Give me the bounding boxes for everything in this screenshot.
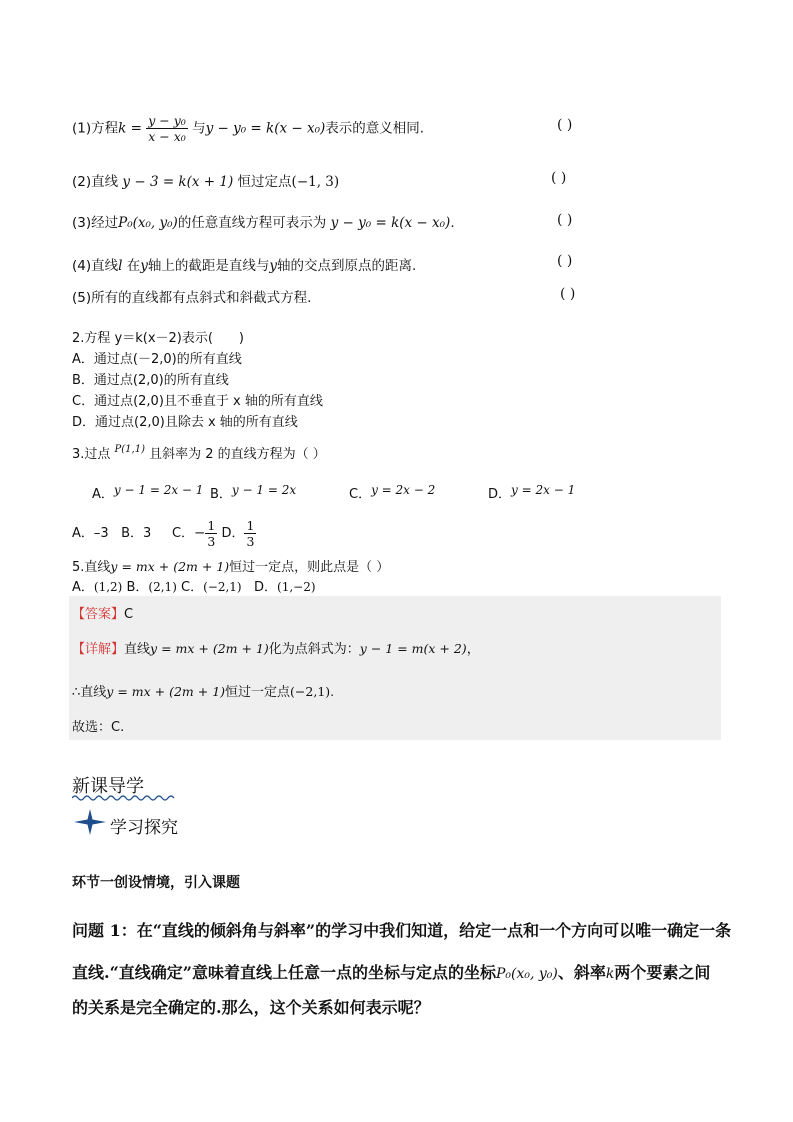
problem-line-3: 的关系是完全确定的.那么，这个关系如何表示呢？ <box>72 998 430 1017</box>
q5-option-b[interactable]: B．(2,1) <box>126 580 177 595</box>
q3-option-c[interactable]: C．y = 2x − 2 <box>349 483 436 502</box>
q2-option-c[interactable]: C．通过点(2,0)且不垂直于 x 轴的所有直线 <box>72 394 323 409</box>
q5-options <box>72 576 316 595</box>
q3-option-b[interactable]: B．y − 1 = 2x <box>210 483 297 502</box>
q4-option-a[interactable]: A．–3 <box>72 526 109 541</box>
answer-paren-5[interactable]: ( ) <box>560 286 576 302</box>
fraction: $\frac{\text{y − y₀}}{\text{x − x₀}}$ <box>148 113 186 144</box>
judgment-3: (3)经过P₀(x₀, y₀)的任意直线方程可表示为 y − y₀ = k(x − x₀). <box>72 215 455 231</box>
q2-option-d[interactable]: D．通过点(2,0)且除去 x 轴的所有直线 <box>72 415 298 430</box>
problem-line-1: 问题 1：在“直线的倾斜角与斜率”的学习中我们知道，给定一点和一个方向可以唯一确定一条 <box>72 921 732 940</box>
q4-option-d[interactable]: D． $\frac{1}{3}$ <box>221 518 255 549</box>
q2-option-a[interactable]: A．通过点(－2,0)的所有直线 <box>72 352 242 367</box>
detail-tag: 【详解】 <box>72 642 125 657</box>
choice-line: 故选：C. <box>72 720 125 735</box>
q5-option-c[interactable]: C．(−2,1) <box>181 580 242 595</box>
answer-panel <box>69 596 721 740</box>
q4-option-c[interactable]: C．− $\frac{1}{3}$ <box>171 518 216 549</box>
judgment-1: (1)方程k = $\frac{\text{y − y₀}}{\text{x − x₀}}$ 与y − y₀ = k(x − x₀)表示的意义相同. <box>72 113 425 144</box>
answer-paren-2[interactable]: ( ) <box>551 170 567 186</box>
section-subtitle: 学习探究 <box>110 818 178 838</box>
four-point-star-icon <box>74 809 106 835</box>
answer-paren-1[interactable]: ( ) <box>557 117 573 133</box>
q5-option-d[interactable]: D．(1,−2) <box>254 580 316 595</box>
problem-line-2: 直线.“直线确定”意味着直线上任意一点的坐标与定点的坐标P₀(x₀, y₀)、斜率k两个要素之间 <box>72 963 711 982</box>
q2-stem: 2.方程 y＝k(x－2)表示( ) <box>72 331 245 346</box>
answer-paren-3[interactable]: ( ) <box>557 212 573 228</box>
answer-value: C <box>124 607 134 622</box>
section-title: 新课导学 <box>72 776 144 797</box>
answer-paren-4[interactable]: ( ) <box>557 253 573 269</box>
judgment-4: (4)直线l 在y轴上的截距是直线与y轴的交点到原点的距离. <box>72 258 417 274</box>
detail-line: 【详解】直线y = mx + (2m + 1)化为点斜式为：y − 1 = m(x + 2)， <box>72 641 480 657</box>
q5-stem: 5.直线y = mx + (2m + 1)恒过一定点，则此点是（ ） <box>72 559 390 575</box>
judgment-5: (5)所有的直线都有点斜式和斜截式方程. <box>72 290 312 306</box>
q2-option-b[interactable]: B．通过点(2,0)的所有直线 <box>72 373 229 388</box>
q3-stem: 3.过点 $^{P(1,1)}$ 且斜率为 2 的直线方程为（ ） <box>72 444 326 462</box>
q5-option-a[interactable]: A．(1,2) <box>72 580 123 595</box>
link-heading: 环节一创设情境，引入课题 <box>72 875 240 891</box>
q4-option-b[interactable]: B．3 <box>121 526 152 541</box>
q3-option-a[interactable]: A．y − 1 = 2x − 1 <box>92 483 204 502</box>
judgment-2: (2)直线 y − 3 = k(x + 1) 恒过定点(−1, 3) <box>72 174 340 190</box>
answer-line <box>72 603 133 622</box>
answer-tag: 【答案】 <box>72 607 125 622</box>
therefore-line: ∴直线y = mx + (2m + 1)恒过一定点(−2,1). <box>72 684 335 700</box>
wavy-underline <box>72 794 178 802</box>
q4-options <box>72 518 256 549</box>
q3-option-d[interactable]: D．y = 2x − 1 <box>488 483 576 502</box>
